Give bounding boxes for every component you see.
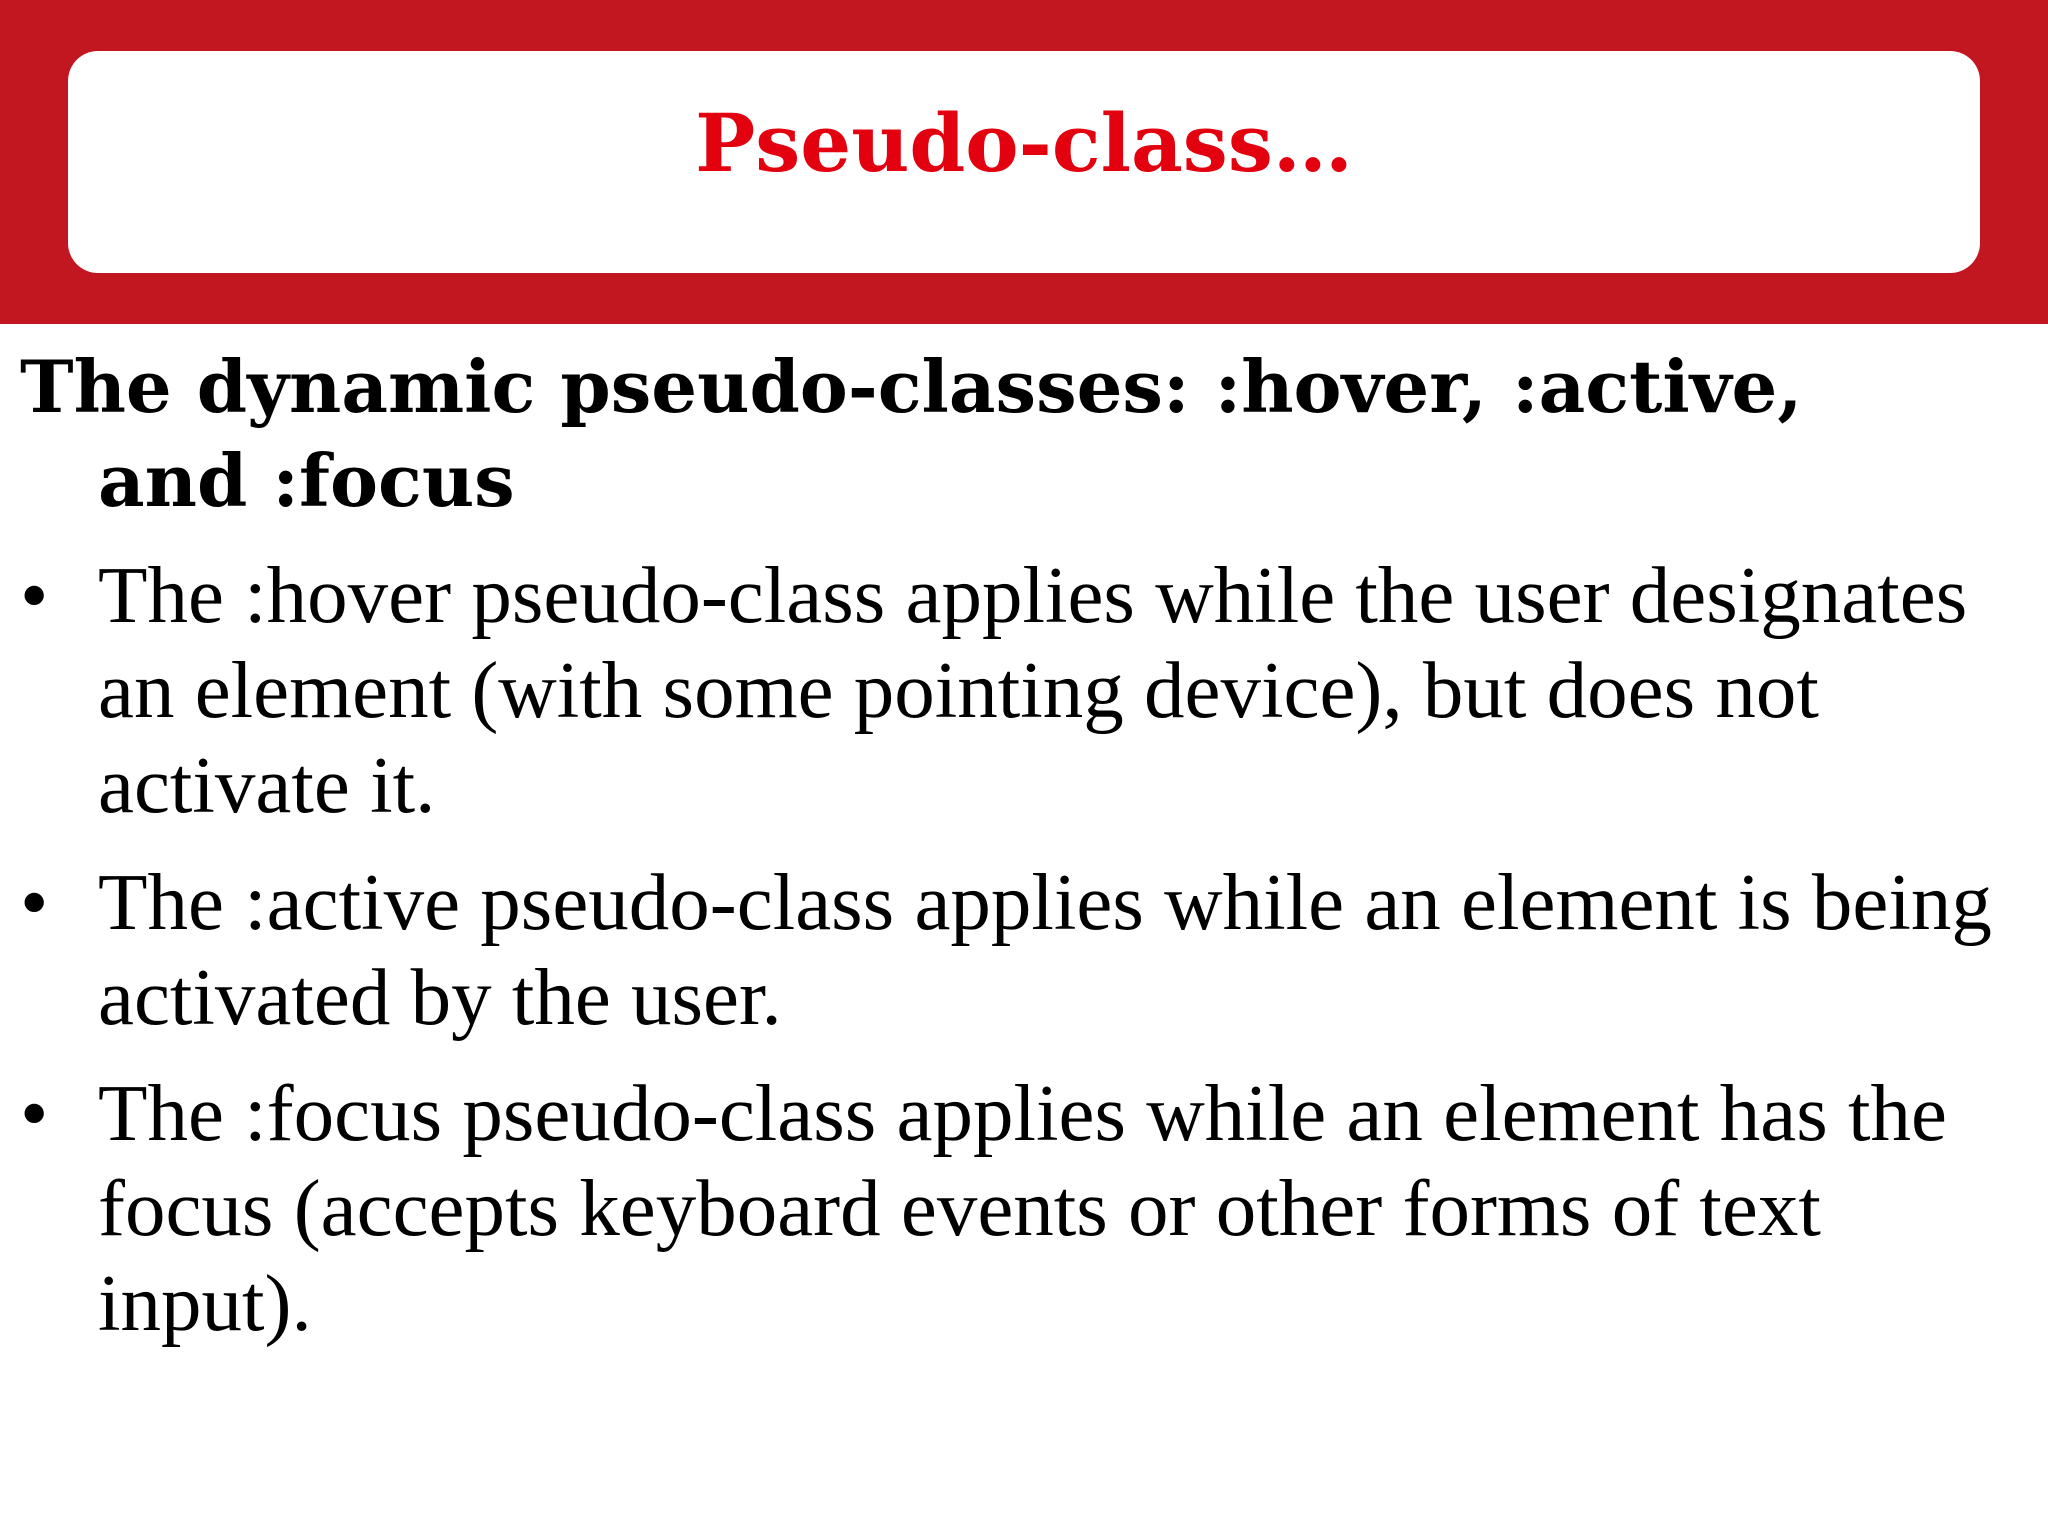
bullet-dot-icon: • — [20, 550, 49, 640]
bullet-item-hover — [20, 548, 2010, 833]
bullet-text-focus: The :focus pseudo-class applies while an element has the focus (accepts keyboard events or other forms of text input). — [98, 1068, 1947, 1348]
bullet-item-focus — [20, 1066, 2010, 1351]
bullet-text-active: The :active pseudo-class applies while an element is being activated by the user. — [98, 857, 1992, 1042]
slide-title: Pseudo-class… — [695, 96, 1353, 190]
section-heading — [20, 340, 2010, 528]
bullet-dot-icon: • — [20, 857, 49, 947]
section-heading-line-1: The dynamic pseudo-classes: :hover, :active, — [20, 344, 1803, 429]
header-band — [0, 0, 2048, 324]
section-heading-line-2: and :focus — [98, 438, 515, 523]
bullet-text-hover: The :hover pseudo-class applies while the user designates an element (with some pointing device), but does not activate it. — [98, 550, 1968, 830]
bullet-dot-icon: • — [20, 1068, 49, 1158]
title-box — [68, 51, 1980, 273]
bullet-item-active — [20, 855, 2010, 1045]
